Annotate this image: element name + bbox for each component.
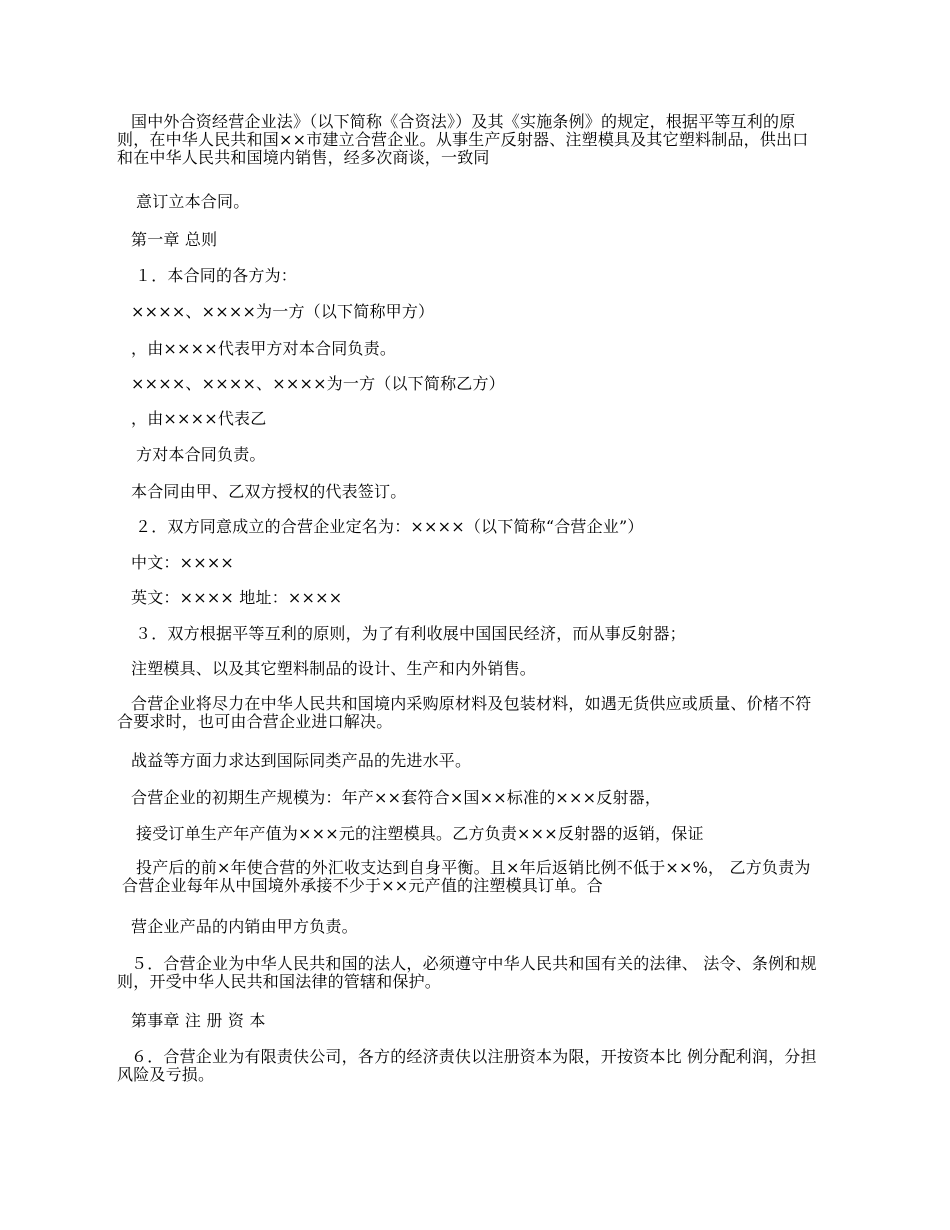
paragraph-agree: 意订立本合同。 (136, 192, 250, 211)
signing-note: 本合同由甲、乙双方授权的代表签订。 (131, 482, 407, 501)
quality-paragraph: 战益等方面力求达到国际同类产品的先进水平。 (131, 751, 472, 770)
clause-6: ６．合营企业为有限责伕公司，各方的经济责伕以注册资本为限，开按资本比 例分配利润，分担风险及亏损。 (117, 1047, 817, 1084)
production-scale: 合营企业的初期生产规模为：年产××套符合×国××标准的×××反射器， (131, 788, 662, 807)
chapter-1-heading: 第一章 总则 (131, 230, 218, 249)
chapter-2-heading: 第事章 注 册 资 本 (131, 1011, 266, 1030)
party-b-rep: ，由××××代表乙 (131, 409, 267, 428)
production-scale-cont: 接受订单生产年产值为×××元的注塑模具。乙方负责×××反射器的返销，保证 (136, 824, 704, 843)
export-balance: 投产后的前×年使合营的外汇收支达到自身平衡。且×年后返销比例不低于××%， 乙方负责为合营企业每年从中国境外承接不少于××元产值的注塑模具订单。合 (122, 858, 811, 895)
clause-1: １．本合同的各方为： (135, 266, 298, 285)
party-b-rep-cont: 方对本合同负责。 (136, 445, 266, 464)
clause-2: ２．双方同意成立的合营企业定名为：××××（以下简称“合营企业”） (135, 517, 644, 536)
chinese-name: 中文：×××× (131, 553, 235, 572)
domestic-sales: 营企业产品的内销由甲方负责。 (131, 917, 358, 936)
english-name-address: 英文：×××× 地址：×××× (131, 588, 343, 607)
clause-5: ５．合营企业为中华人民共和国的法人，必须遵守中华人民共和国有关的法律、 法令、条例和规则，开受中华人民共和国法律的管辖和保护。 (117, 954, 817, 991)
party-a: ××××、××××为一方（以下简称甲方） (131, 302, 435, 321)
clause-3: ３．双方根据平等互利的原则，为了有利收展中国国民经济，而从事反射器； (135, 624, 686, 643)
party-a-rep: ，由××××代表甲方对本合同负责。 (131, 339, 397, 358)
party-b: ××××、××××、××××为一方（以下简称乙方） (131, 374, 505, 393)
paragraph-intro: 国中外合资经营企业法》（以下简称《合资法》）及其《实施条例》的规定，根据平等互利的原则，在中华人民共和国××市建立合营企业。从事生产反射器、注塑模具及其它塑料制品，供出口和在中华人民共和国境内销售，经多次商谈，一致同 (117, 112, 809, 167)
procurement-paragraph: 合营企业将尽力在中华人民共和国境内采购原材料及包装材料，如遇无货供应或质量、价楮不符合要求时，也可由合营企业进口解决。 (117, 694, 812, 731)
clause-3-cont: 注塑模具、以及其它塑料制品的设计、生产和内外销售。 (131, 659, 537, 678)
